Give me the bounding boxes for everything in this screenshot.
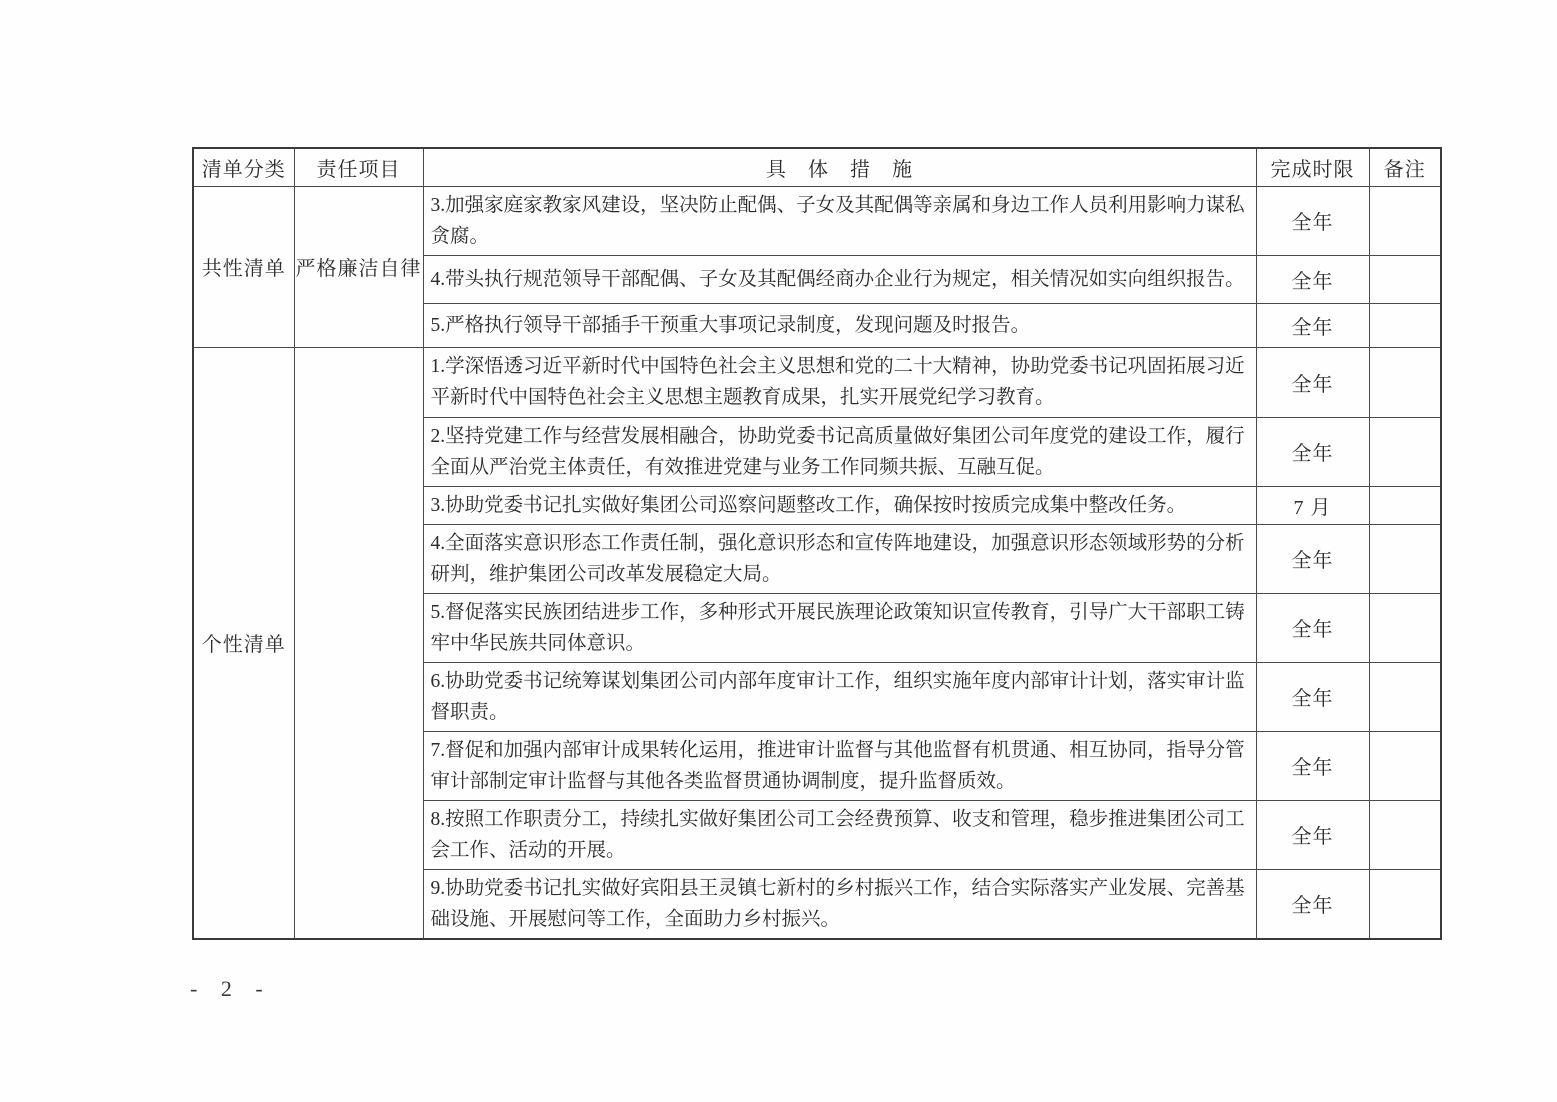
deadline-cell: 全年 — [1256, 303, 1369, 347]
remark-cell — [1369, 347, 1441, 417]
deadline-cell: 全年 — [1256, 800, 1369, 869]
category-cell-common: 共性清单 — [193, 186, 294, 347]
remark-cell — [1369, 869, 1441, 939]
measure-cell: 3.加强家庭家教家风建设，坚决防止配偶、子女及其配偶等亲属和身边工作人员利用影响力谋私贪腐。 — [423, 186, 1256, 255]
remark-cell — [1369, 255, 1441, 303]
remark-cell — [1369, 593, 1441, 662]
remark-cell — [1369, 303, 1441, 347]
deadline-cell: 全年 — [1256, 593, 1369, 662]
deadline-cell: 全年 — [1256, 869, 1369, 939]
col-header-category: 清单分类 — [193, 148, 294, 186]
table-row — [193, 347, 1441, 417]
remark-cell — [1369, 662, 1441, 731]
category-cell-individual: 个性清单 — [193, 347, 294, 939]
remark-cell — [1369, 731, 1441, 800]
deadline-cell: 全年 — [1256, 255, 1369, 303]
col-header-measures: 具 体 措 施 — [423, 148, 1256, 186]
measure-cell: 3.协助党委书记扎实做好集团公司巡察问题整改工作，确保按时按质完成集中整改任务。 — [423, 486, 1256, 524]
measure-cell: 6.协助党委书记统筹谋划集团公司内部年度审计工作，组织实施年度内部审计计划，落实审计监督职责。 — [423, 662, 1256, 731]
deadline-cell: 全年 — [1256, 417, 1369, 486]
deadline-cell: 全年 — [1256, 731, 1369, 800]
remark-cell — [1369, 486, 1441, 524]
project-cell-individual — [294, 347, 423, 939]
table-row — [193, 186, 1441, 255]
responsibility-list-table — [192, 147, 1442, 940]
remark-cell — [1369, 524, 1441, 593]
col-header-deadline: 完成时限 — [1256, 148, 1369, 186]
measure-cell: 4.全面落实意识形态工作责任制，强化意识形态和宣传阵地建设，加强意识形态领域形势的分析研判，维护集团公司改革发展稳定大局。 — [423, 524, 1256, 593]
col-header-project: 责任项目 — [294, 148, 423, 186]
measure-cell: 5.督促落实民族团结进步工作，多种形式开展民族理论政策知识宣传教育，引导广大干部职工铸牢中华民族共同体意识。 — [423, 593, 1256, 662]
measure-cell: 7.督促和加强内部审计成果转化运用，推进审计监督与其他监督有机贯通、相互协同，指导分管审计部制定审计监督与其他各类监督贯通协调制度，提升监督质效。 — [423, 731, 1256, 800]
deadline-cell: 全年 — [1256, 347, 1369, 417]
measure-cell: 9.协助党委书记扎实做好宾阳县王灵镇七新村的乡村振兴工作，结合实际落实产业发展、完善基础设施、开展慰问等工作，全面助力乡村振兴。 — [423, 869, 1256, 939]
measure-cell: 5.严格执行领导干部插手干预重大事项记录制度，发现问题及时报告。 — [423, 303, 1256, 347]
deadline-cell: 全年 — [1256, 524, 1369, 593]
measure-cell: 8.按照工作职责分工，持续扎实做好集团公司工会经费预算、收支和管理，稳步推进集团公司工会工作、活动的开展。 — [423, 800, 1256, 869]
remark-cell — [1369, 800, 1441, 869]
measure-cell: 1.学深悟透习近平新时代中国特色社会主义思想和党的二十大精神，协助党委书记巩固拓展习近平新时代中国特色社会主义思想主题教育成果，扎实开展党纪学习教育。 — [423, 347, 1256, 417]
remark-cell — [1369, 417, 1441, 486]
deadline-cell: 全年 — [1256, 662, 1369, 731]
deadline-cell: 7 月 — [1256, 486, 1369, 524]
remark-cell — [1369, 186, 1441, 255]
deadline-cell: 全年 — [1256, 186, 1369, 255]
project-cell-common: 严格廉洁自律 — [294, 186, 423, 347]
measure-cell: 4.带头执行规范领导干部配偶、子女及其配偶经商办企业行为规定，相关情况如实向组织报告。 — [423, 255, 1256, 303]
page-number: - 2 - — [190, 976, 272, 1001]
col-header-remark: 备注 — [1369, 148, 1441, 186]
table-header-row — [193, 148, 1441, 186]
measure-cell: 2.坚持党建工作与经营发展相融合，协助党委书记高质量做好集团公司年度党的建设工作，履行全面从严治党主体责任，有效推进党建与业务工作同频共振、互融互促。 — [423, 417, 1256, 486]
